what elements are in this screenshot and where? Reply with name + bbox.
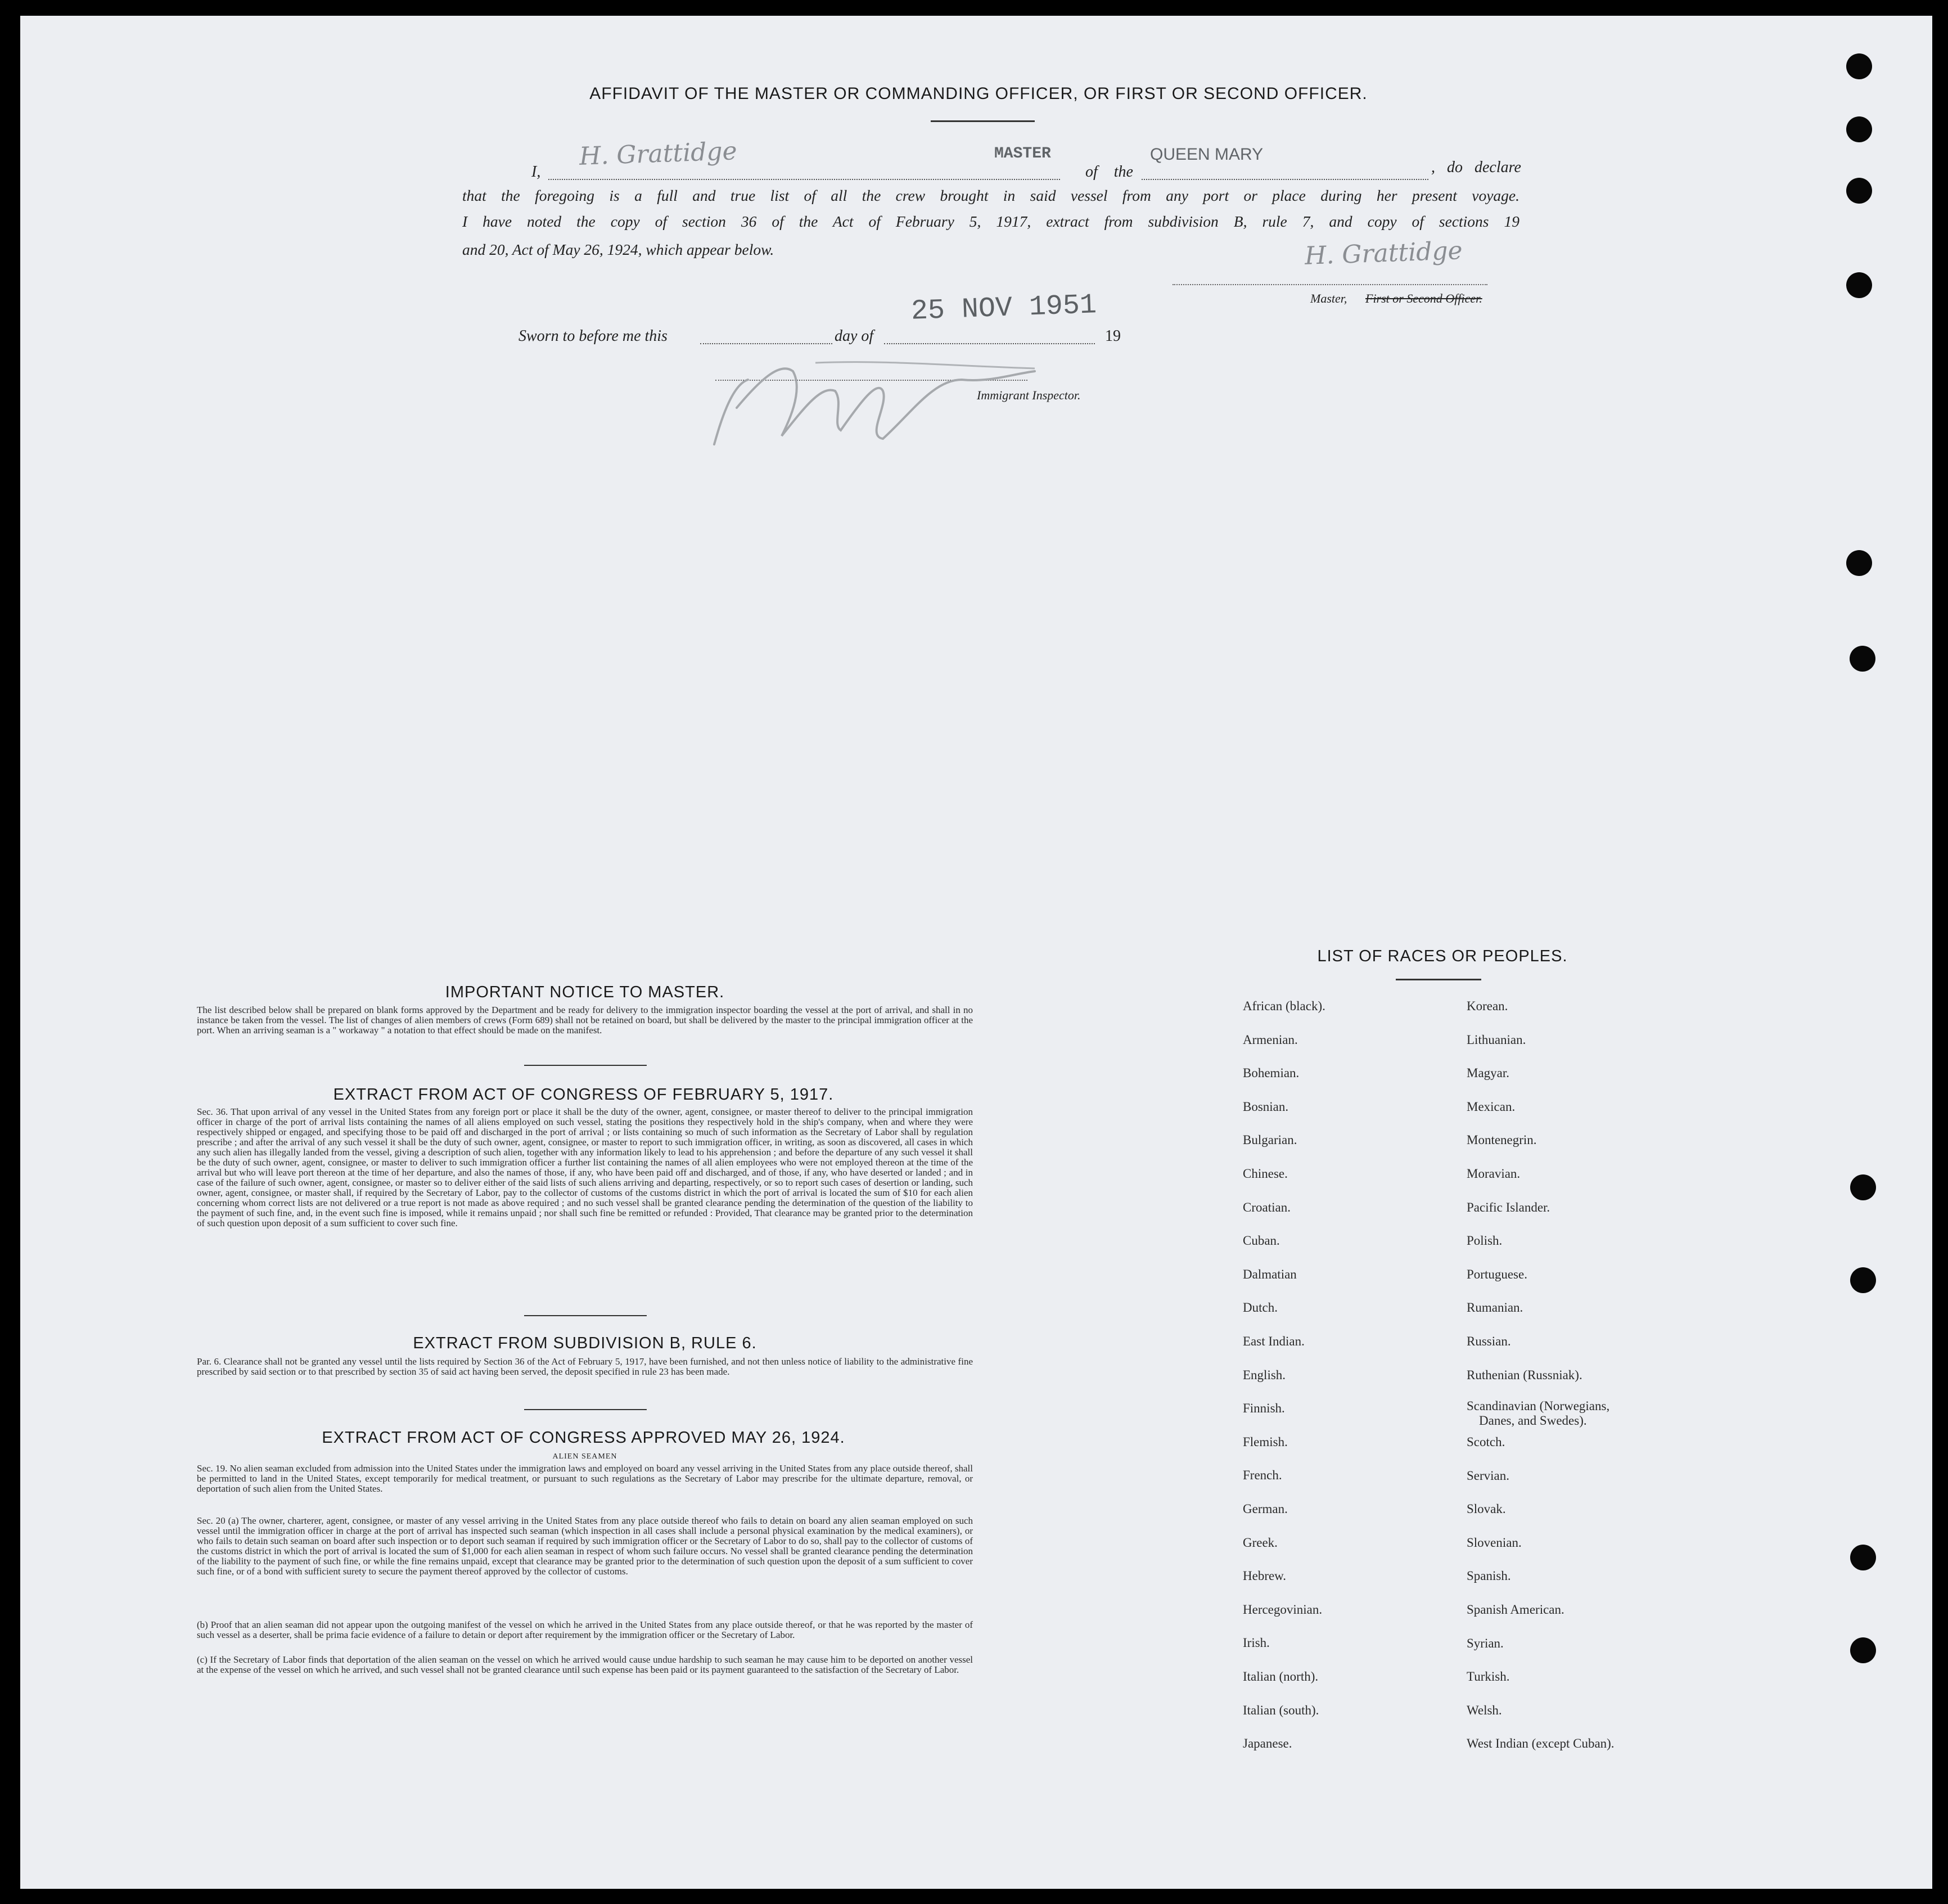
sworn-label: Sworn to before me this [518, 327, 668, 345]
race-item: Lithuanian. [1467, 1032, 1526, 1047]
day-of-label: day of [835, 327, 874, 345]
master-signature-name: H. Grattidge [579, 137, 738, 171]
race-item: Scandinavian (Norwegians, [1467, 1399, 1610, 1413]
race-item: Slovenian. [1467, 1535, 1522, 1550]
race-item: Welsh. [1467, 1703, 1502, 1717]
affidavit-line-3: and 20, Act of May 26, 1924, which appear below. [462, 241, 774, 258]
inspector-label: Immigrant Inspector. [977, 388, 1081, 402]
race-item: Bohemian. [1243, 1066, 1300, 1081]
race-item: Hebrew. [1243, 1569, 1287, 1583]
punch-hole [1846, 178, 1872, 204]
notice-title: IMPORTANT NOTICE TO MASTER. [445, 983, 725, 1001]
race-item: Russian. [1467, 1334, 1511, 1348]
punch-hole [1846, 272, 1872, 298]
race-item: Bosnian. [1243, 1099, 1289, 1114]
race-item: Mexican. [1467, 1099, 1516, 1114]
race-item: Pacific Islander. [1467, 1200, 1550, 1214]
punch-hole [1846, 53, 1872, 79]
race-item: Polish. [1467, 1234, 1503, 1248]
race-item: Japanese. [1243, 1736, 1292, 1751]
name-fill-line [548, 179, 1060, 180]
race-item: East Indian. [1243, 1334, 1305, 1348]
year-label: 19 [1105, 327, 1121, 345]
race-item: Flemish. [1243, 1434, 1288, 1449]
officer-struck-label: First or Second Officer. [1365, 291, 1482, 305]
extract-1924-sec20a: Sec. 20 (a) The owner, charterer, agent, consignee, or master of any vessel arriving in the United States from any place outside thereof who fails to detain on board any alien seaman employed on such vessel until the immigration officer in charge at the port of arrival has inspected such seaman (which inspection in all cases shall include a personal physical examination by the medical examiners), or who fails to detain such seaman on board after such inspection or to deport such seaman if required by such immigration officer or the Secretary of Labor to do so, shall pay to the collector of customs of the customs district in which the port of arrival is located the sum of $1,000 for each alien seaman in respect of whom such failure occurs. No vessel shall be granted clearance pending the determination of the liability to the payment of such fine, or while the fine remains unpaid, except that clearance may be granted prior to the determination of such question upon the deposit of a sum sufficient to cover such fine, or of a bond with sufficient surety to secure the payment thereof approved by the collector of customs. [197, 1515, 973, 1577]
race-item: English. [1243, 1367, 1286, 1382]
extract-1924-sec20c: (c) If the Secretary of Labor finds that deportation of the alien seaman on the vessel on which he arrived would cause undue hardship to such seaman he may cause him to be deported on another vessel at the expense of the vessel on which he arrived, and such vessel shall not be granted clearance until such expense has been paid or its payment guaranteed to the satisfaction of the Secretary of Labor. [197, 1654, 973, 1675]
race-item: Ruthenian (Russniak). [1467, 1367, 1582, 1382]
vessel-fill-line [1142, 179, 1428, 180]
race-item: French. [1243, 1468, 1282, 1483]
race-item: Hercegovinian. [1243, 1602, 1323, 1617]
punch-hole [1850, 1267, 1876, 1293]
races-title-underline [1396, 979, 1481, 980]
section-divider [524, 1065, 647, 1066]
race-item: Syrian. [1467, 1636, 1504, 1650]
master-signature: H. Grattidge [1304, 236, 1463, 271]
race-item: Servian. [1467, 1468, 1510, 1483]
race-item: Spanish. [1467, 1569, 1511, 1583]
extract-1917-body: Sec. 36. That upon arrival of any vessel in the United States from any foreign port or place it shall be the duty of the owner, agent, consignee, or master thereof to deliver to the principal immigration officer in charge of the port of arrival lists containing the names of all aliens employed on such vessel, stating the positions they respectively hold in the ship's company, when and where they were respectively shipped or engaged, and specifying those to be paid off and discharged in the port of arrival ; or lists containing so much of such information as the Secretary of Labor shall by regulation prescribe ; and after the arrival of any such vessel it shall be the duty of such owner, agent, consignee, or master to report to such immigration officer, in writing, as soon as discovered, all cases in which any such alien has illegally landed from the vessel, giving a description of such alien, together with any information likely to lead to his apprehension ; and before the departure of any such vessel it shall be the duty of such owner, agent, consignee, or master to deliver to such immigration officer a further list containing the names of all alien employees who were not employed thereon at the time of the arrival but who will leave port thereon at the time of her departure, and also the names of those, if any, who have been paid off and discharged, and of those, if any, who have deserted or landed ; and in case of the failure of such owner, agent, consignee, or master so to deliver either of the said lists of such aliens arriving and departing, respectively, or so to report such cases of desertion or landing, such owner, agent, consignee, or master shall, if required by the Secretary of Labor, pay to the collector of customs of the customs district in which the port of arrival is located the sum of $10 for each alien concerning whom correct lists are not delivered or a true report is not made as above required ; and no such vessel shall be granted clearance pending the determination of the question of the liability to the payment of such fine, and, in the event such fine is imposed, while it remains unpaid ; nor shall such fine be remitted or refunded : Provided, That clearance may be granted prior to the determination of such question upon deposit of a sum sufficient to cover such fine. [197, 1106, 973, 1228]
punch-hole [1850, 1637, 1876, 1663]
punch-hole [1850, 1174, 1876, 1200]
race-item: Rumanian. [1467, 1300, 1523, 1315]
race-item: German. [1243, 1502, 1288, 1516]
affidavit-line-2: I have noted the copy of section 36 of the Act of February 5, 1917, extract from subdivision B, rule 7, and copy of sections 19 [462, 213, 1519, 230]
race-item: Korean. [1467, 999, 1508, 1013]
punch-hole [1850, 646, 1875, 672]
subdivision-b-body: Par. 6. Clearance shall not be granted any vessel until the lists required by Section 36 of the Act of February 5, 1917, have been furnished, and not then unless notice of liability to the administrative fine prescribed by said section or to that prescribed by section 35 of said act having been served, the deposit specified in rule 23 has been made. [197, 1356, 973, 1377]
race-item: West Indian (except Cuban). [1467, 1736, 1615, 1751]
race-item: Croatian. [1243, 1200, 1291, 1214]
title-underline [931, 120, 1035, 122]
race-item: African (black). [1243, 999, 1325, 1013]
race-item: Turkish. [1467, 1669, 1510, 1684]
race-item: Portuguese. [1467, 1267, 1527, 1281]
vessel-name-stamp: QUEEN MARY [1150, 145, 1264, 164]
i-label: I, [531, 163, 541, 181]
race-item: Dalmatian [1243, 1267, 1297, 1281]
race-item: Magyar. [1467, 1066, 1510, 1081]
race-item: Greek. [1243, 1535, 1278, 1550]
extract-1924-sec19: Sec. 19. No alien seaman excluded from admission into the United States under the immigration laws and employed on board any vessel arriving in the United States from any place outside thereof, shall be permitted to land in the United States, except temporarily for medical treatment, or pursuant to such regulations as the Secretary of Labor may prescribe for the ultimate departure, removal, or deportation of such alien from the United States. [197, 1463, 973, 1494]
punch-hole [1850, 1545, 1876, 1570]
extract-1924-sec20b: (b) Proof that an alien seaman did not appear upon the outgoing manifest of the vessel on which he arrived in the United States from any place outside thereof, or that he was reported by the master of such vessel as a deserter, shall be prima facie evidence of a failure to detain or deport after requirement by the immigration officer or the Secretary of Labor. [197, 1619, 973, 1640]
extract-1917-title: EXTRACT FROM ACT OF CONGRESS OF FEBRUARY 5, 1917. [333, 1086, 834, 1104]
section-divider [524, 1409, 647, 1410]
of-the-label: of the [1085, 163, 1133, 181]
rank-stamp: MASTER [994, 145, 1051, 163]
race-item: Scotch. [1467, 1435, 1505, 1449]
race-item: Cuban. [1243, 1234, 1280, 1248]
affidavit-title: AFFIDAVIT OF THE MASTER OR COMMANDING OFFICER, OR FIRST OR SECOND OFFICER. [589, 84, 1368, 103]
race-item: Moravian. [1467, 1167, 1521, 1181]
notice-body: The list described below shall be prepared on blank forms approved by the Department and be ready for delivery to the immigration inspector boarding the vessel at the port of arrival, and shall in no instance be taken from the vessel. The list of changes of alien members of crews (Form 689) shall not be retained on board, but shall be delivered by the master to the principal immigration officer at the port. When an arriving seaman is a " workaway " a notation to that effect should be made on the manifest. [197, 1005, 973, 1036]
race-item: Montenegrin. [1467, 1133, 1537, 1147]
alien-seamen-subtitle: ALIEN SEAMEN [552, 1452, 617, 1461]
master-label: Master, [1310, 291, 1347, 305]
race-item: Armenian. [1243, 1032, 1298, 1047]
extract-1924-title: EXTRACT FROM ACT OF CONGRESS APPROVED MAY 26, 1924. [322, 1429, 845, 1447]
race-item: Slovak. [1467, 1502, 1506, 1516]
race-item: Bulgarian. [1243, 1133, 1297, 1147]
race-item: Spanish American. [1467, 1603, 1564, 1617]
race-item: Finnish. [1243, 1401, 1285, 1416]
race-item: Danes, and Swedes). [1479, 1414, 1587, 1428]
punch-hole [1846, 550, 1872, 576]
section-divider [524, 1315, 647, 1316]
race-item: Italian (south). [1243, 1703, 1319, 1717]
subdivision-b-title: EXTRACT FROM SUBDIVISION B, RULE 6. [413, 1334, 757, 1352]
race-item: Chinese. [1243, 1167, 1288, 1181]
master-signature-line [1173, 284, 1487, 285]
race-item: Irish. [1243, 1636, 1270, 1650]
race-item: Italian (north). [1243, 1669, 1319, 1684]
punch-hole [1846, 116, 1872, 142]
do-declare-label: , do declare [1431, 159, 1521, 176]
races-title: LIST OF RACES OR PEOPLES. [1317, 947, 1568, 965]
date-stamp: 25 NOV 1951 [910, 289, 1097, 328]
race-item: Dutch. [1243, 1300, 1278, 1315]
affidavit-line-1: that the foregoing is a full and true list of all the crew brought in said vessel from any port or place during her present voyage. [462, 187, 1519, 204]
